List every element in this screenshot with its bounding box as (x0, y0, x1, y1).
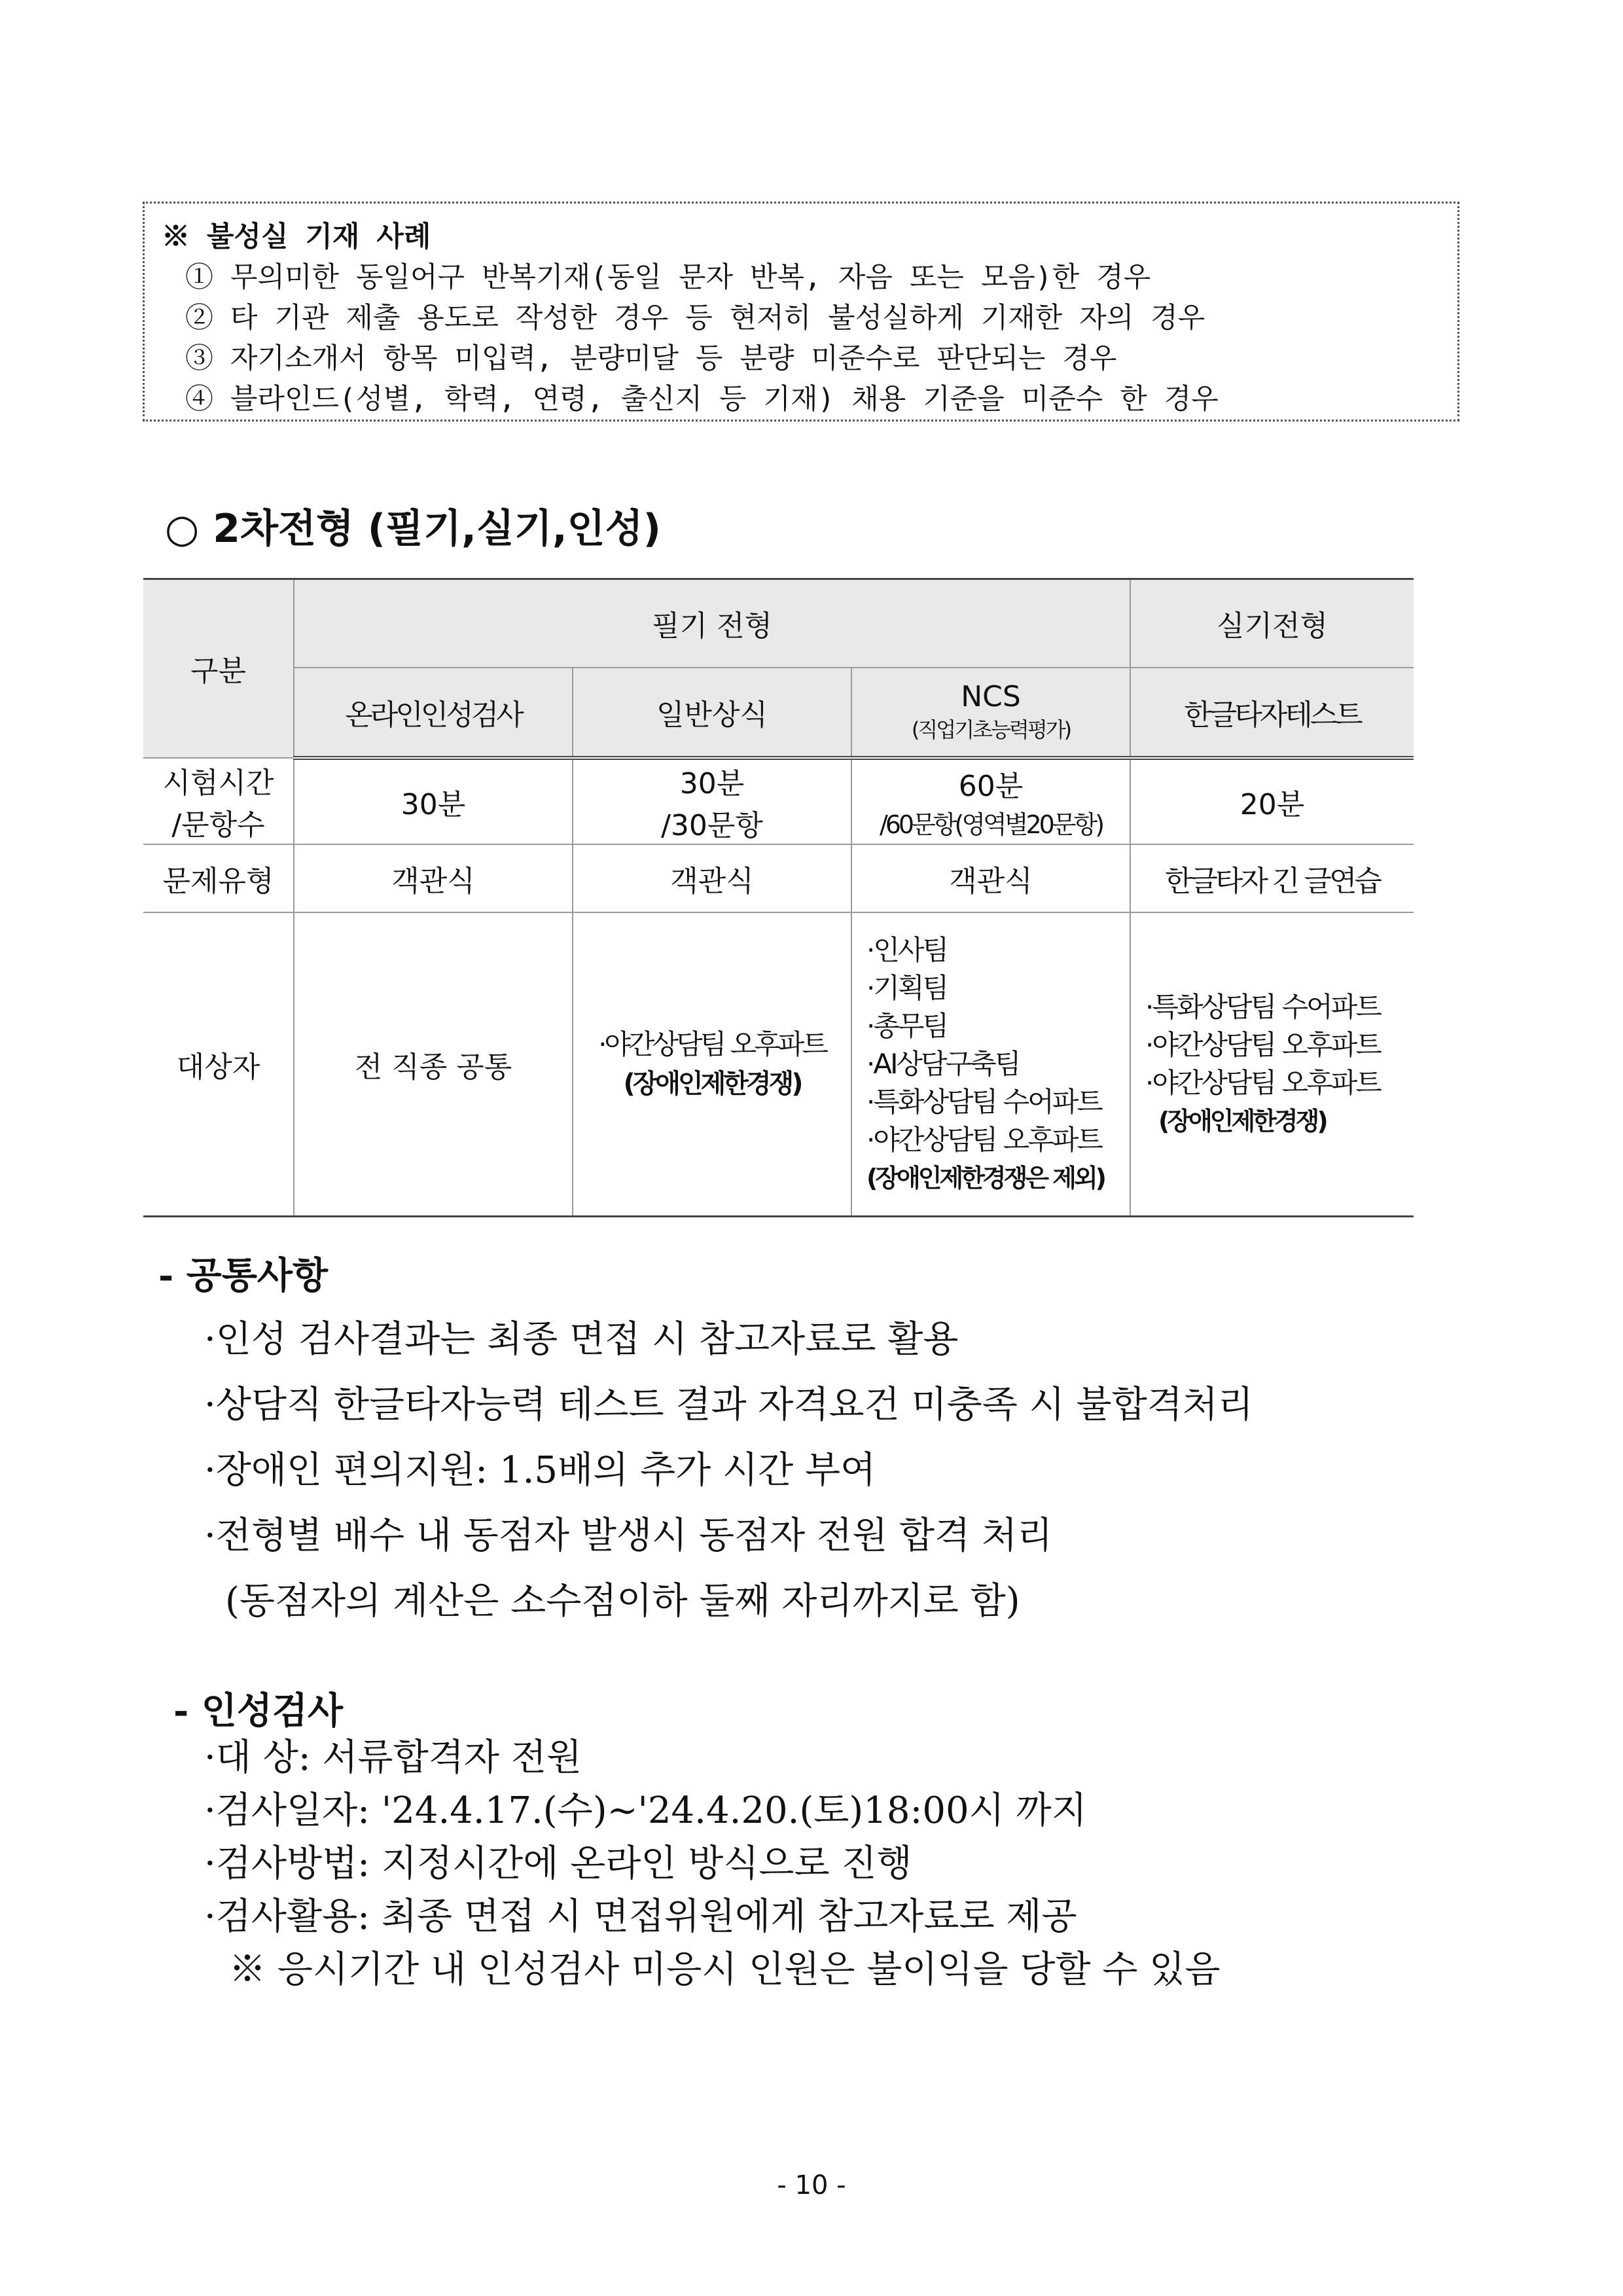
personality-note: ※ 응시기간 내 인성검사 미응시 인원은 불이익을 당할 수 있음 (229, 1948, 1221, 1991)
notice-item: ③ 자기소개서 항목 미입력, 분량미달 등 분량 미준수로 판단되는 경우 (185, 342, 1117, 375)
cell-time-general (573, 758, 851, 844)
personality-item: ·검사일자: '24.4.17.(수)~'24.4.20.(토)18:00시 까지 (204, 1789, 1087, 1832)
target-item: ·인사팀 (866, 933, 948, 966)
target-item: ·특화상담팀 수어파트 (1145, 990, 1380, 1023)
common-heading: - 공통사항 (158, 1254, 329, 1297)
common-item: ·장애인 편의지원: 1.5배의 추가 시간 부여 (204, 1449, 876, 1492)
cell-target-typing (1130, 912, 1414, 1217)
row-label-type: 문제유형 (143, 844, 294, 912)
cell-type-typing: 한글타자 긴 글연습 (1130, 844, 1414, 912)
target-item: ·야간상담팀 오후파트 (1145, 1028, 1380, 1061)
header-gubun: 구분 (143, 579, 294, 758)
common-note: (동점자의 계산은 소수점이하 둘째 자리까지로 함) (225, 1580, 1020, 1623)
cell-line: (장애인제한경쟁) (623, 1068, 801, 1099)
cell-target-online: 전 직종 공통 (294, 912, 573, 1217)
row-label-target: 대상자 (143, 912, 294, 1217)
header-online-personality: 온라인인성검사 (294, 668, 573, 758)
exam-table (143, 578, 1414, 1217)
target-item: ·기획팀 (866, 971, 948, 1004)
notice-title: ※ 불성실 기재 사례 (162, 221, 431, 253)
header-ncs-sub: (직업기초능력평가) (911, 717, 1071, 742)
cell-line: /60문항(영역별20문항) (879, 810, 1103, 839)
header-general-knowledge: 일반상식 (573, 668, 851, 758)
row-label-time (143, 758, 294, 844)
cell-type-general: 객관식 (573, 844, 851, 912)
target-item: ·야간상담팀 오후파트 (1145, 1066, 1380, 1099)
personality-heading: - 인성검사 (173, 1689, 344, 1732)
cell-target-general (573, 912, 851, 1217)
notice-item: ② 타 기관 제출 용도로 작성한 경우 등 현저히 불성실하게 기재한 자의 경우 (185, 302, 1205, 334)
cell-time-ncs (851, 758, 1130, 844)
header-ncs (851, 668, 1130, 758)
target-item: ·총무팀 (866, 1009, 948, 1042)
cell-line: 30분 (679, 766, 745, 800)
cell-target-ncs (851, 912, 1130, 1217)
target-note: (장애인제한경쟁은 제외) (866, 1163, 1105, 1193)
notice-item: ④ 블라인드(성별, 학력, 연령, 출신지 등 기재) 채용 기준을 미준수 한 경우 (185, 383, 1219, 416)
personality-item: ·검사방법: 지정시간에 온라인 방식으로 진행 (204, 1842, 912, 1885)
page-number: - 10 - (777, 2170, 846, 2200)
common-item: ·전형별 배수 내 동점자 발생시 동점자 전원 합격 처리 (204, 1515, 1053, 1557)
target-item: ·야간상담팀 오후파트 (866, 1123, 1101, 1156)
cell-time-typing: 20분 (1130, 758, 1414, 844)
header-ncs-main: NCS (961, 680, 1021, 713)
common-item: ·인성 검사결과는 최종 면접 시 참고자료로 활용 (204, 1318, 959, 1361)
personality-list (204, 1731, 1221, 1996)
cell-type-ncs: 객관식 (851, 844, 1130, 912)
cell-line: /30문항 (661, 808, 763, 842)
common-list (204, 1307, 1253, 1634)
personality-item: ·검사활용: 최종 면접 시 면접위원에게 참고자료로 제공 (204, 1895, 1077, 1938)
notice-box (143, 202, 1459, 422)
header-written: 필기 전형 (294, 579, 1130, 668)
row-label-line: 시험시간 (162, 766, 274, 800)
header-practical: 실기전형 (1130, 579, 1414, 668)
cell-line: 60분 (958, 770, 1024, 803)
cell-line: ·야간상담팀 오후파트 (598, 1028, 826, 1060)
target-note: (장애인제한경쟁) (1158, 1106, 1326, 1136)
row-label-line: /문항수 (171, 808, 265, 842)
common-item: ·상담직 한글타자능력 테스트 결과 자격요건 미충족 시 불합격처리 (204, 1384, 1253, 1426)
notice-item: ① 무의미한 동일어구 반복기재(동일 문자 반복, 자음 또는 모음)한 경우 (185, 261, 1151, 294)
section-title: ○ 2차전형 (필기,실기,인성) (165, 506, 661, 552)
personality-item: ·대 상: 서류합격자 전원 (204, 1736, 582, 1779)
target-item: ·AI상담구축팀 (866, 1047, 1020, 1080)
header-typing-test: 한글타자테스트 (1130, 668, 1414, 758)
cell-time-online: 30분 (294, 758, 573, 844)
cell-type-online: 객관식 (294, 844, 573, 912)
target-item: ·특화상담팀 수어파트 (866, 1085, 1101, 1118)
